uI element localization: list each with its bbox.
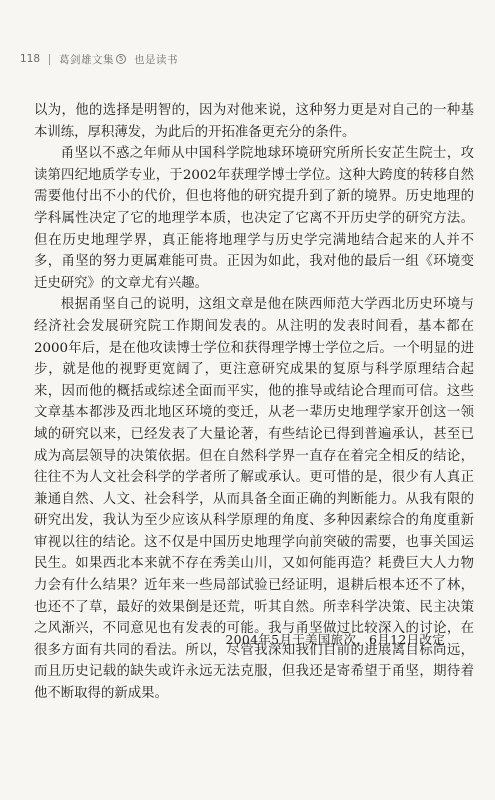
paragraph: 甬坚以不惑之年师从中国科学院地球环境研究所所长安芷生院士，攻读第四纪地质学专业，于2002年获理学博士学位。这种大跨度的转移自然需要他付出不小的代价，但也将他的研究提升到了新的境界。历史地理的学科属性决定了它的地理学本质，也决定了它离不开历史学的研究方法。但在历史地理学界，真正能将地理学与历史学完满地结合起来的人并不多，甬坚的努力更属难能可贵。正因为如此，我对他的最后一组《环境变迁史研究》的文章尤有兴趣。	[34, 146, 474, 291]
header-divider	[49, 54, 50, 65]
paragraph: 根据甬坚自己的说明，这组文章是他在陕西师范大学西北历史环境与经济社会发展研究院工作期间发表的。从注明的发表时间看，基本都在2000年后，是在他攻读博士学位和获得理学博士学位之后。一个明显的进步，就是他的视野更宽阔了，更注意研究成果的复原与科学原理结合起来，因而他的概括或综述全面而平实，他的推导或结论合理而可信。这些文章基本都涉及西北地区环境的变迁，从老一辈历史地理学家开创这一领域的研究以来，已经发表了大量论著，有些结论已得到普遍承认，甚至已成为高层领导的决策依据。但在自然科学界一直存在着完全相反的结论，往往不为人文社会科学的学者所了解或承认。更可惜的是，很少有人真正兼通自然、人文、社会科学，从而具备全面正确的判断能力。从我有限的研究出发，我认为至少应该从科学原理的角度、多种因素综合的角度重新审视以往的结论。这不仅是中国历史地理学向前突破的需要，也事关国运民生。如果西北本来就不存在秀美山川，又如何能再造？耗费巨大人力物力会有什么结果？近年来一些局部试验已经证明，退耕后根本还不了林，也还不了草，最好的效果倒是还荒，听其自然。所幸科学决策、民主决策之风渐兴，不同意见也有发表的可能。我与甬坚做过比较深入的讨论，在很多方面有共同的看法。所以，尽管我深知我们目前的进展离目标尚远，而且历史记载的缺失或许永远无法克服，但我还是寄希望于甬坚，期待着他不断取得的新成果。	[34, 297, 474, 702]
paragraph-continued: 以为，他的选择是明智的，因为对他来说，这种努力更是对自己的一种基本训练，厚积薄发，为此后的开拓准备更充分的条件。	[34, 103, 474, 140]
book-title: 葛剑雄文集	[59, 53, 115, 66]
body-text	[34, 100, 474, 705]
series-title: 也是读书	[134, 53, 179, 66]
volume-number-icon: 5	[116, 54, 126, 64]
date-signature: 2004年5月于美国旅次，6月12日改定	[225, 632, 445, 647]
running-header	[20, 50, 475, 68]
page-number: 118	[20, 53, 41, 65]
